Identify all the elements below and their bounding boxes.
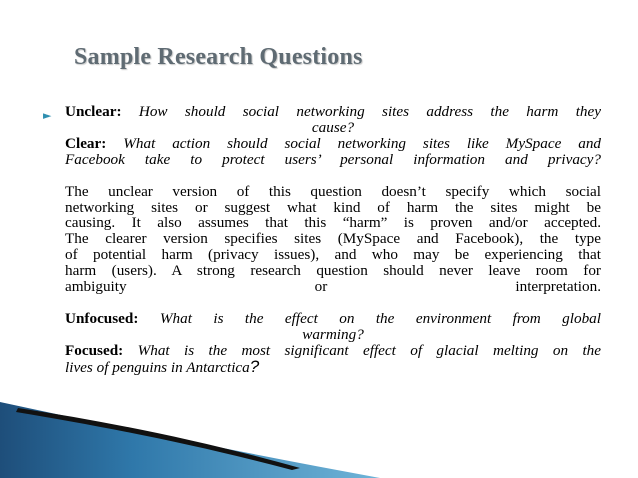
unclear-question-part-2: cause? — [311, 118, 355, 136]
clear-line-2 — [65, 152, 601, 168]
unclear-question-part-1: How should social networking sites address the harm they — [138, 103, 601, 120]
slide-title: Sample Research Questions — [74, 44, 363, 70]
explanation-line-3: causing. It also assumes that this “harm” is proven and/or accepted. — [65, 214, 601, 232]
unclear-line-1 — [65, 104, 601, 120]
focused-question-part-2: lives of penguins in Antarctica — [65, 358, 250, 376]
clear-line-1 — [65, 136, 601, 152]
explanation-line-2: networking sites or suggest what kind of harm the sites might be — [65, 198, 601, 216]
focused-line-2 — [65, 356, 601, 376]
explanation-line-1: The unclear version of this question doesn’t specify which social — [65, 182, 601, 200]
focused-question-part-1: What is the most significant effect of glacial melting on the — [137, 341, 602, 359]
explanation-line-7: ambiguity or interpretation. — [65, 278, 601, 296]
triangle-right-icon: ► — [43, 109, 52, 122]
unfocused-line-2 — [65, 327, 601, 343]
explanation-line-5: of potential harm (privacy issues), and who may be experiencing that — [65, 246, 601, 264]
clear-question-part-1: What action should social networking sites like MySpace and — [123, 134, 602, 152]
unfocused-question-part-1: What is the effect on the environment from global — [159, 309, 601, 327]
unfocused-label: Unfocused: — [65, 309, 139, 327]
swoosh-blue-band — [0, 402, 380, 478]
spacer — [65, 295, 601, 311]
unclear-line-2 — [65, 120, 601, 136]
focused-question-mark: ? — [249, 356, 260, 376]
clear-label: Clear: — [65, 134, 107, 152]
unclear-label: Unclear: — [65, 103, 122, 120]
unfocused-question-part-2: warming? — [302, 325, 364, 343]
clear-question-part-2: Facebook take to protect users’ personal information and privacy? — [65, 150, 601, 168]
focused-line-1 — [65, 343, 601, 359]
decorative-swoosh — [0, 388, 638, 478]
focused-label: Focused: — [65, 341, 124, 359]
explanation-line-6: harm (users). A strong research question should never leave room for — [65, 262, 601, 280]
slide-body — [65, 104, 601, 376]
unfocused-line-1 — [65, 311, 601, 327]
explanation-line-4: The clearer version specifies sites (MySpace and Facebook), the type — [65, 230, 601, 248]
spacer — [65, 168, 601, 184]
